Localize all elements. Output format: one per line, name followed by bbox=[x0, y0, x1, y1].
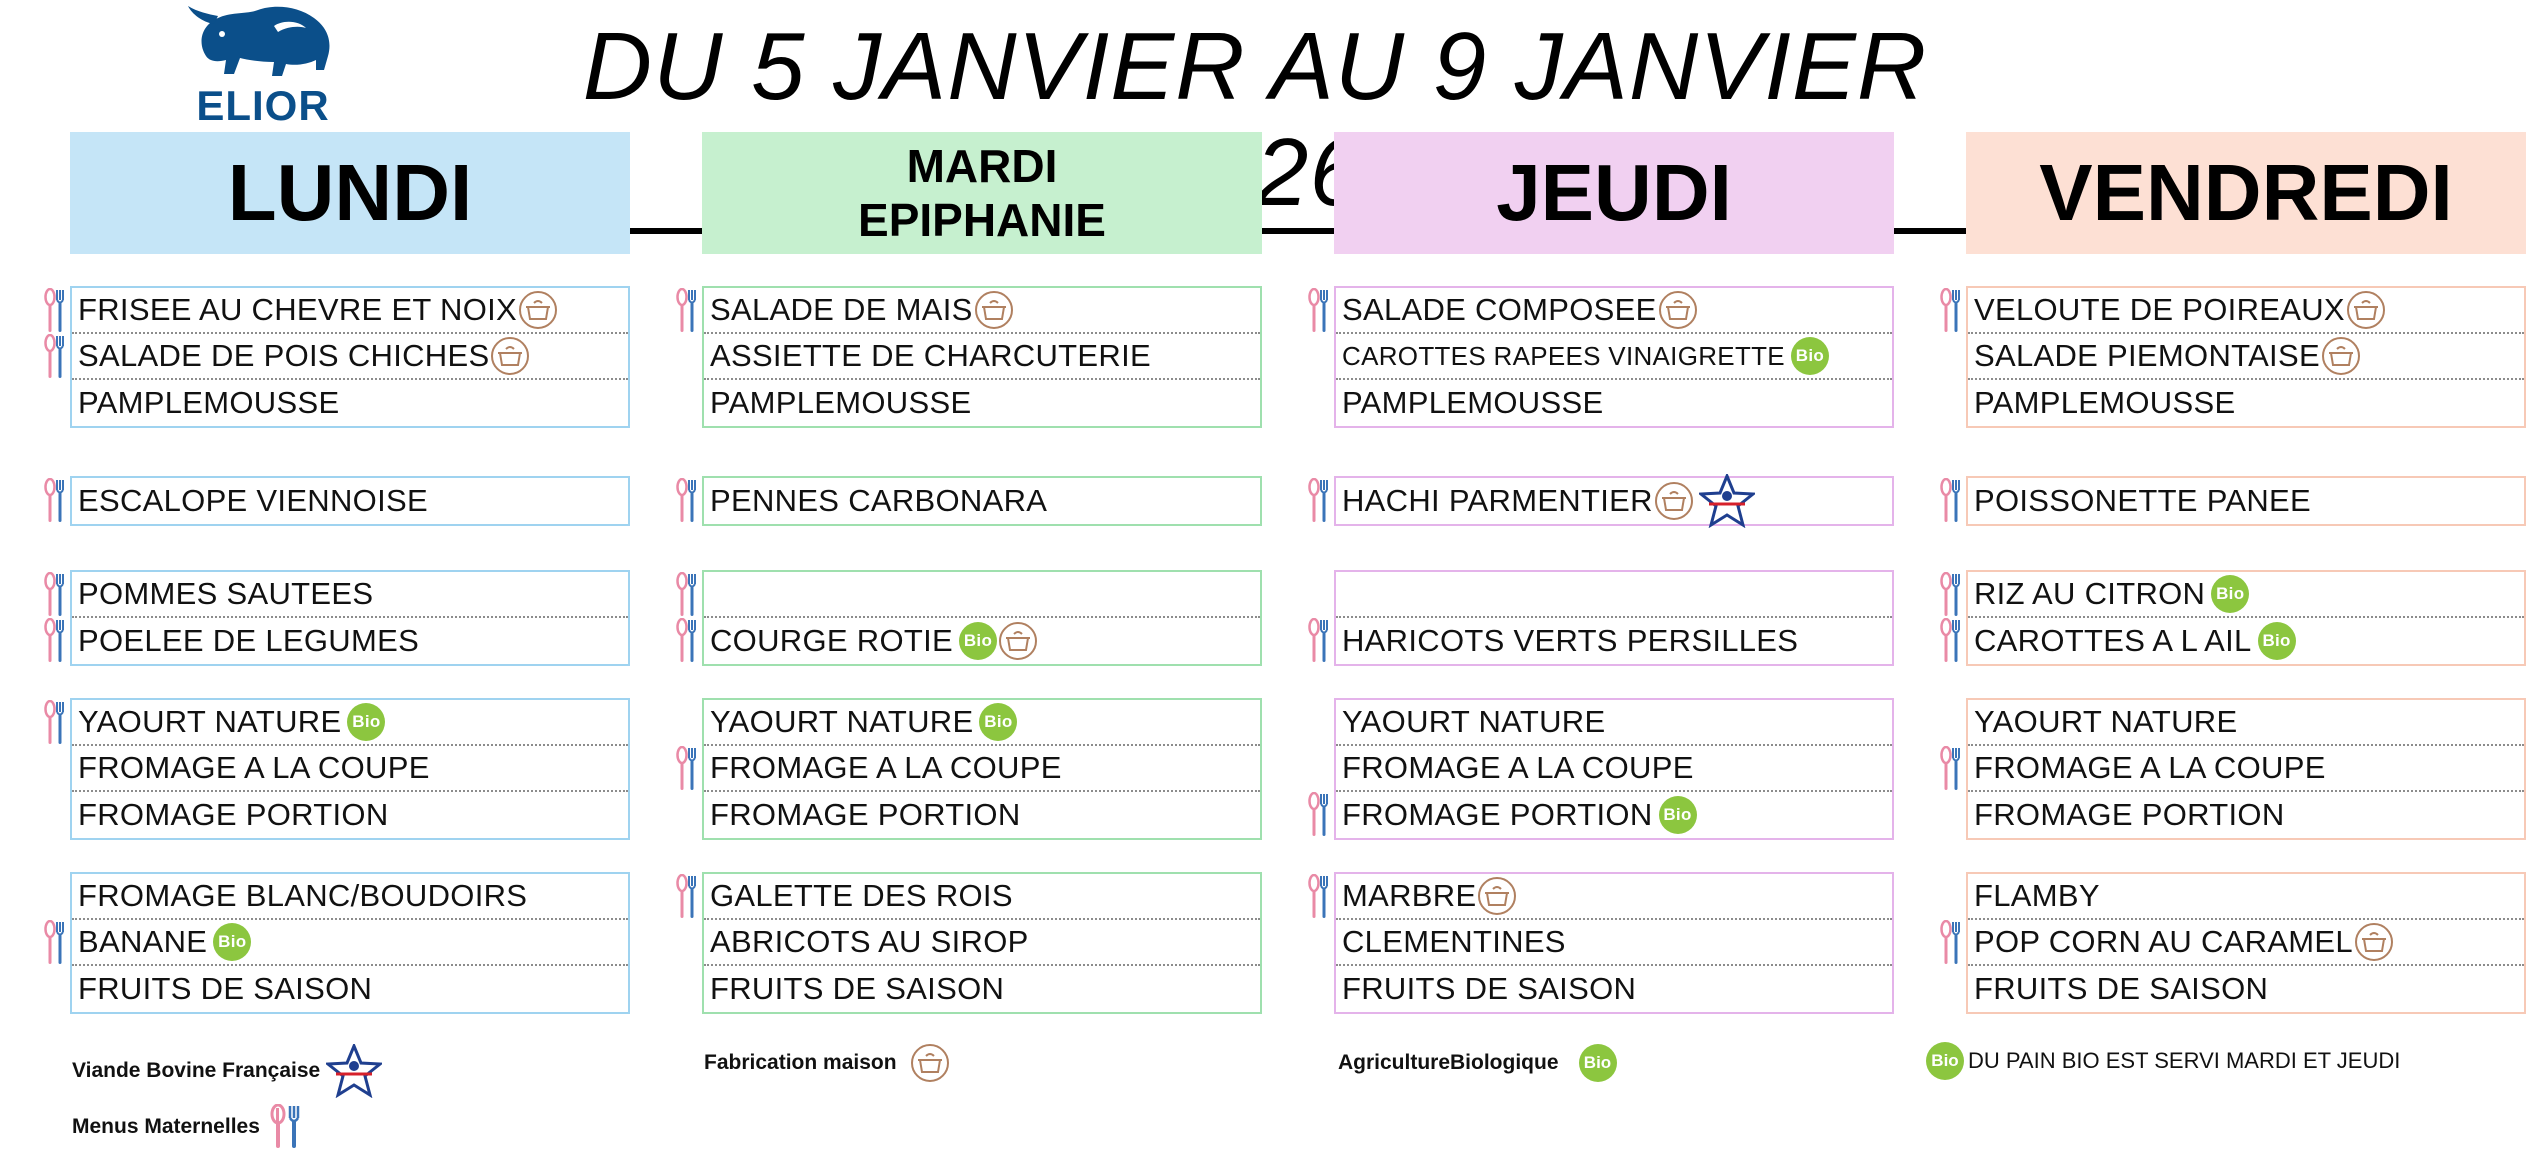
day-header-vendredi bbox=[1966, 132, 2526, 254]
menu-item bbox=[704, 792, 1260, 838]
menu-item-label: MARBRE bbox=[1342, 878, 1477, 913]
menu-item bbox=[704, 478, 1260, 524]
menu-section bbox=[1334, 286, 1894, 428]
menu-maternelle-cutlery-icon bbox=[1940, 618, 1962, 664]
menu-item bbox=[1336, 966, 1892, 1012]
day-header-line: VENDREDI bbox=[2039, 148, 2453, 237]
elior-logo bbox=[178, 4, 348, 129]
menu-item bbox=[72, 920, 628, 966]
menu-section bbox=[70, 570, 630, 666]
menu-item bbox=[72, 966, 628, 1012]
menu-item-label: COURGE ROTIE bbox=[710, 623, 954, 658]
menu-item-label: HARICOTS VERTS PERSILLES bbox=[1342, 623, 1799, 658]
menu-item bbox=[72, 478, 628, 524]
legend-fabrication-maison bbox=[704, 1044, 949, 1082]
menu-section bbox=[1966, 570, 2526, 666]
menu-item bbox=[1336, 618, 1892, 664]
menu-item-label: FROMAGE BLANC/BOUDOIRS bbox=[78, 878, 528, 913]
day-header-line: JEUDI bbox=[1496, 148, 1732, 237]
fait-maison-icon bbox=[975, 291, 1013, 329]
menu-item-label: PAMPLEMOUSSE bbox=[1342, 385, 1604, 420]
menu-section bbox=[1966, 872, 2526, 1014]
menu-maternelle-cutlery-icon bbox=[44, 920, 66, 966]
menu-section bbox=[1966, 698, 2526, 840]
menu-section bbox=[702, 286, 1262, 428]
menu-maternelle-cutlery-icon bbox=[1940, 920, 1962, 966]
menu-item bbox=[704, 920, 1260, 966]
menu-item bbox=[1336, 334, 1892, 380]
fait-maison-icon bbox=[2347, 291, 2385, 329]
menu-item-label: ESCALOPE VIENNOISE bbox=[78, 483, 428, 518]
menu-item bbox=[1968, 288, 2524, 334]
menu-item bbox=[704, 288, 1260, 334]
day-header-mardi bbox=[702, 132, 1262, 254]
menu-section bbox=[1966, 286, 2526, 428]
menu-item bbox=[1968, 478, 2524, 524]
menu-item-label: PENNES CARBONARA bbox=[710, 483, 1048, 518]
menu-item-label: POMMES SAUTEES bbox=[78, 576, 374, 611]
viande-bovine-francaise-badge bbox=[1693, 474, 1755, 528]
menu-item-label: POISSONETTE PANEE bbox=[1974, 483, 2311, 518]
menu-item bbox=[72, 334, 628, 380]
menu-item-label: YAOURT NATURE bbox=[710, 704, 974, 739]
fait-maison-icon bbox=[911, 1044, 949, 1082]
legend-viande-bovine-label: Viande Bovine Française bbox=[72, 1059, 321, 1082]
menu-section bbox=[1334, 570, 1894, 666]
menu-maternelle-cutlery-icon bbox=[1308, 874, 1330, 920]
menu-maternelle-cutlery-icon bbox=[676, 572, 698, 618]
menu-item-label: FROMAGE PORTION bbox=[78, 797, 389, 832]
fait-maison-icon bbox=[1659, 291, 1697, 329]
menu-item bbox=[72, 700, 628, 746]
menu-section bbox=[702, 476, 1262, 526]
menu-maternelle-cutlery-icon bbox=[676, 478, 698, 524]
menu-item bbox=[1336, 380, 1892, 426]
menu-maternelle-cutlery-icon bbox=[1940, 288, 1962, 334]
legend-fabrication-maison-label: Fabrication maison bbox=[704, 1051, 897, 1074]
menu-item bbox=[1968, 334, 2524, 380]
menu-item-label: YAOURT NATURE bbox=[1342, 704, 1606, 739]
menu-item bbox=[72, 746, 628, 792]
menu-maternelle-cutlery-icon bbox=[1308, 792, 1330, 838]
menu-item-label: FROMAGE A LA COUPE bbox=[78, 750, 430, 785]
menu-section bbox=[1334, 872, 1894, 1014]
bio-icon: Bio bbox=[213, 923, 251, 961]
menu-item-label: PAMPLEMOUSSE bbox=[1974, 385, 2236, 420]
menu-section bbox=[702, 698, 1262, 840]
menu-section bbox=[1966, 476, 2526, 526]
menu-item-label: YAOURT NATURE bbox=[78, 704, 342, 739]
menu-maternelle-cutlery-icon bbox=[1940, 478, 1962, 524]
menu-item-label: PAMPLEMOUSSE bbox=[78, 385, 340, 420]
menu-item bbox=[72, 380, 628, 426]
fait-maison-icon bbox=[2322, 337, 2360, 375]
menu-item bbox=[72, 572, 628, 618]
day-column-lundi bbox=[70, 132, 630, 1006]
menu-item bbox=[1336, 746, 1892, 792]
menu-item bbox=[704, 334, 1260, 380]
menu-item-label: SALADE DE MAIS bbox=[710, 292, 973, 327]
legend-menus-maternelles-label: Menus Maternelles bbox=[72, 1115, 260, 1138]
menu-maternelle-cutlery-icon bbox=[44, 572, 66, 618]
menu-maternelle-cutlery-icon bbox=[44, 288, 66, 334]
menu-item-label: FROMAGE PORTION bbox=[1974, 797, 2285, 832]
day-header-line: EPIPHANIE bbox=[858, 194, 1106, 246]
menu-item bbox=[1336, 700, 1892, 746]
menu-item-label: POELEE DE LEGUMES bbox=[78, 623, 420, 658]
menu-item bbox=[1968, 874, 2524, 920]
menu-item-label: POP CORN AU CARAMEL bbox=[1974, 924, 2353, 959]
menu-item bbox=[1968, 920, 2524, 966]
bison-icon bbox=[178, 4, 348, 84]
day-header-line: MARDI bbox=[906, 140, 1058, 192]
menu-item bbox=[1336, 478, 1892, 524]
menu-item-label: FRUITS DE SAISON bbox=[1974, 971, 2269, 1006]
menu-item bbox=[704, 874, 1260, 920]
day-header-line: LUNDI bbox=[227, 148, 473, 237]
menu-section bbox=[70, 476, 630, 526]
fait-maison-icon bbox=[1655, 482, 1693, 520]
menu-maternelle-cutlery-icon bbox=[44, 618, 66, 664]
bio-icon: Bio bbox=[1659, 796, 1697, 834]
menu-item bbox=[72, 618, 628, 664]
menu-item-label: FROMAGE PORTION bbox=[1342, 797, 1653, 832]
menu-item-label: FROMAGE A LA COUPE bbox=[710, 750, 1062, 785]
menu-item-label: FROMAGE A LA COUPE bbox=[1974, 750, 2326, 785]
menu-item bbox=[72, 288, 628, 334]
menu-maternelle-cutlery-icon bbox=[44, 334, 66, 380]
menu-section bbox=[1334, 476, 1894, 526]
page-title: DU 5 JANVIER AU 9 JANVIER bbox=[540, 14, 1970, 234]
viande-bovine-francaise-icon bbox=[1699, 474, 1755, 528]
bio-icon: Bio bbox=[1791, 337, 1829, 375]
menu-item-label: FRUITS DE SAISON bbox=[710, 971, 1005, 1006]
menu-item-label: VELOUTE DE POIREAUX bbox=[1974, 292, 2345, 327]
bio-icon: Bio bbox=[959, 622, 997, 660]
fait-maison-icon bbox=[1478, 877, 1516, 915]
menu-item bbox=[1968, 700, 2524, 746]
bio-icon: Bio bbox=[2258, 622, 2296, 660]
menu-section bbox=[70, 286, 630, 428]
menu-item-label: ASSIETTE DE CHARCUTERIE bbox=[710, 338, 1151, 373]
menu-maternelle-cutlery-icon bbox=[1308, 288, 1330, 334]
legend-viande-bovine bbox=[72, 1044, 382, 1098]
menu-item bbox=[72, 874, 628, 920]
menu-item-label: SALADE COMPOSEE bbox=[1342, 292, 1657, 327]
fait-maison-icon bbox=[2355, 923, 2393, 961]
bio-icon: Bio bbox=[347, 703, 385, 741]
cutlery-icon bbox=[270, 1104, 304, 1150]
menu-item bbox=[1968, 966, 2524, 1012]
menu-item bbox=[704, 572, 1260, 618]
menu-maternelle-cutlery-icon bbox=[44, 700, 66, 746]
menu-item-label: CAROTTES RAPEES VINAIGRETTE bbox=[1342, 340, 1785, 371]
menu-item-label: YAOURT NATURE bbox=[1974, 704, 2238, 739]
menu-maternelle-cutlery-icon bbox=[1940, 572, 1962, 618]
menu-item bbox=[1336, 288, 1892, 334]
menu-section bbox=[1334, 698, 1894, 840]
menu-item bbox=[704, 618, 1260, 664]
menu-section bbox=[702, 570, 1262, 666]
menu-section bbox=[70, 872, 630, 1014]
menu-item-label: FRUITS DE SAISON bbox=[78, 971, 373, 1006]
menu-item-label: FRUITS DE SAISON bbox=[1342, 971, 1637, 1006]
day-header-lundi bbox=[70, 132, 630, 254]
day-column-jeudi bbox=[1334, 132, 1894, 1006]
menu-item-label: FRISEE AU CHEVRE ET NOIX bbox=[78, 292, 518, 327]
menu-item bbox=[1968, 746, 2524, 792]
menu-maternelle-cutlery-icon bbox=[1308, 618, 1330, 664]
legend-menus-maternelles bbox=[72, 1104, 304, 1150]
day-column-vendredi bbox=[1966, 132, 2526, 1006]
legend-pain-bio bbox=[1926, 1042, 2400, 1080]
day-column-mardi bbox=[702, 132, 1262, 1006]
menu-item bbox=[1968, 572, 2524, 618]
menu-item bbox=[1336, 920, 1892, 966]
bio-icon: Bio bbox=[1926, 1042, 1964, 1080]
menu-item-label: FROMAGE PORTION bbox=[710, 797, 1021, 832]
menu-item bbox=[704, 700, 1260, 746]
menu-item bbox=[704, 380, 1260, 426]
menu-maternelle-cutlery-icon bbox=[44, 478, 66, 524]
menu-maternelle-cutlery-icon bbox=[676, 288, 698, 334]
bio-icon: Bio bbox=[979, 703, 1017, 741]
menu-item bbox=[1968, 792, 2524, 838]
legend-pain-bio-label: DU PAIN BIO EST SERVI MARDI ET JEUDI bbox=[1968, 1048, 2401, 1073]
legend-agriculture-biologique-label: AgricultureBiologique bbox=[1338, 1051, 1559, 1074]
menu-item-label: SALADE PIEMONTAISE bbox=[1974, 338, 2320, 373]
menu-item-label: HACHI PARMENTIER bbox=[1342, 483, 1653, 518]
menu-item bbox=[1968, 618, 2524, 664]
menu-section bbox=[702, 872, 1262, 1014]
menu-item-label: RIZ AU CITRON bbox=[1974, 576, 2206, 611]
menu-item-label: SALADE DE POIS CHICHES bbox=[78, 338, 490, 373]
menu-maternelle-cutlery-icon bbox=[1940, 746, 1962, 792]
menu-item-label: CAROTTES A L AIL bbox=[1974, 623, 2252, 658]
menu-item-label: BANANE bbox=[78, 924, 208, 959]
fait-maison-icon bbox=[491, 337, 529, 375]
menu-section bbox=[70, 698, 630, 840]
menu-maternelle-cutlery-icon bbox=[676, 746, 698, 792]
menu-item bbox=[704, 966, 1260, 1012]
menu-item-label: GALETTE DES ROIS bbox=[710, 878, 1013, 913]
menu-item bbox=[1336, 874, 1892, 920]
menu-maternelle-cutlery-icon bbox=[676, 618, 698, 664]
menu-item bbox=[1336, 572, 1892, 618]
menu-item-label: FROMAGE A LA COUPE bbox=[1342, 750, 1694, 785]
menu-item-label: CLEMENTINES bbox=[1342, 924, 1566, 959]
menu-item-label: ABRICOTS AU SIROP bbox=[710, 924, 1029, 959]
logo-text: ELIOR bbox=[196, 82, 330, 129]
fait-maison-icon bbox=[519, 291, 557, 329]
menu-item bbox=[1336, 792, 1892, 838]
menu-item bbox=[1968, 380, 2524, 426]
day-header-jeudi bbox=[1334, 132, 1894, 254]
fait-maison-icon bbox=[999, 622, 1037, 660]
menu-item bbox=[704, 746, 1260, 792]
menu-item bbox=[72, 792, 628, 838]
legend-agriculture-biologique bbox=[1338, 1044, 1617, 1082]
bio-icon: Bio bbox=[1579, 1044, 1617, 1082]
menu-item-label: FLAMBY bbox=[1974, 878, 2100, 913]
menu-maternelle-cutlery-icon bbox=[1308, 478, 1330, 524]
menu-maternelle-cutlery-icon bbox=[676, 874, 698, 920]
menu-item-label: PAMPLEMOUSSE bbox=[710, 385, 972, 420]
bio-icon: Bio bbox=[2211, 575, 2249, 613]
viande-bovine-francaise-icon bbox=[326, 1044, 382, 1098]
